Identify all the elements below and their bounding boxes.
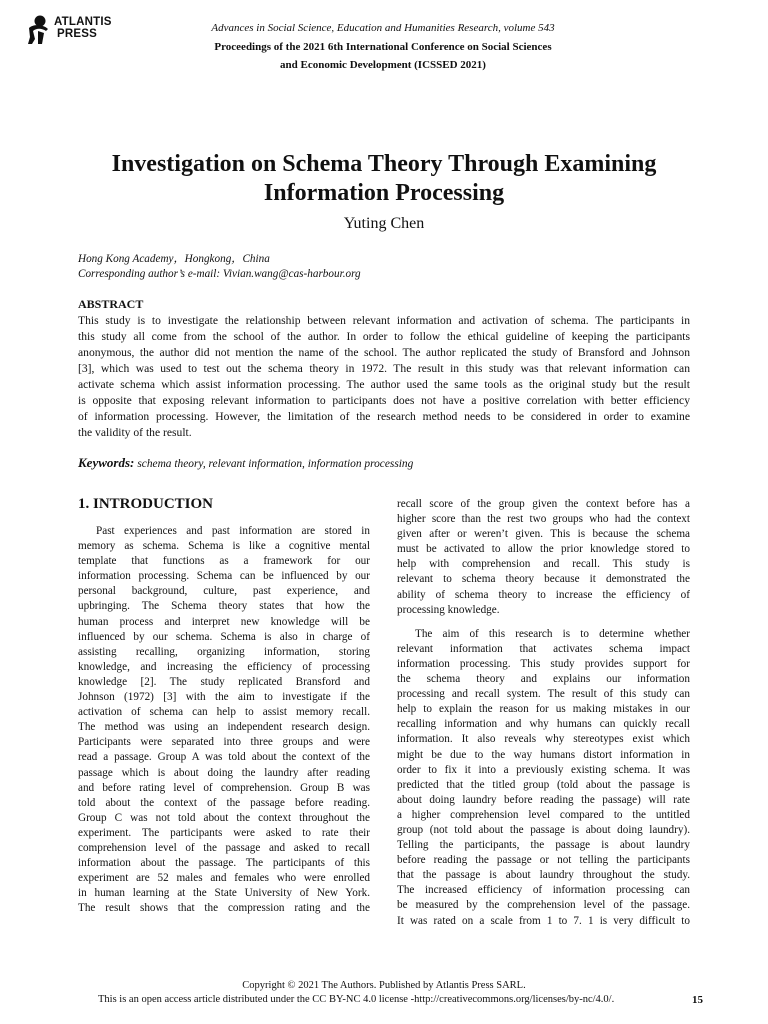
body-line: assisting recalling, organizing information, storing [78, 645, 370, 658]
body-line: recalling information and why humans can quickly recall [397, 718, 690, 731]
body-line: It was rated on a scale from 1 to 7. 1 is very difficult to [397, 914, 690, 927]
abstract-line: the validity of the result. [78, 426, 192, 439]
body-line: must be activated to allow the prior knowledge stored to [397, 543, 690, 556]
body-line: processing knowledge. [397, 603, 500, 616]
body-line: recall score of the group given the context before has a [397, 498, 690, 510]
body-line: Past experiences and past information are stored in [96, 525, 370, 537]
body-line: human process and interpret new knowledge will be [78, 615, 370, 628]
body-line: order to fix it into a previously existing schema. It was [397, 763, 690, 776]
body-line: before reading the passage or not telling the participants [397, 854, 690, 867]
body-line: information processing. This study provides support for [397, 657, 690, 670]
copyright-line: Copyright © 2021 The Authors. Published by Atlantis Press SARL. [242, 980, 526, 991]
author-name: Yuting Chen [343, 215, 425, 232]
abstract-line: [3], which was used to test out the schema theory in 1972. The result in this study was that relevant information can [78, 362, 690, 375]
paper-title [60, 150, 708, 208]
body-line: experiment. The participants were asked to rate their [78, 826, 370, 839]
abstract-line: this study all come from the school of the author. In order to follow the ethical guideline of keeping the participants [78, 330, 690, 343]
proceedings-header-line-2: and Economic Development (ICSSED 2021) [280, 59, 486, 71]
body-line: The result shows that the compression rating and the [78, 902, 370, 915]
body-line: and before rating level of comprehension. Group B was [78, 781, 370, 794]
body-line: information processing. Schema can be influenced by our [78, 570, 370, 583]
paragraph-gap [397, 618, 690, 627]
title-line: Investigation on Schema Theory Through Examining [111, 151, 657, 177]
body-line: knowledge [2]. The study replicated Bransford and [78, 675, 370, 688]
body-line: might be due to the way humans distort information in [397, 748, 690, 761]
right-column [397, 497, 690, 929]
body-line: activation of schema can help to assist memory recall. [78, 706, 370, 719]
body-line: information. It also reveals why stereotypes exist which [397, 733, 690, 746]
abstract-heading: ABSTRACT [78, 297, 144, 311]
body-line: in human learning at the State University of New York. [78, 887, 370, 900]
body-line: memory as schema. Schema is like a cognitive mental [78, 540, 370, 553]
journal-header: Advances in Social Science, Education and Humanities Research, volume 543 [211, 22, 555, 34]
body-line: passage which is about doing the laundry after reading [78, 766, 370, 779]
body-line: The aim of this research is to determine whether [415, 627, 690, 640]
body-line: The method was using an independent research design. [78, 721, 370, 734]
page-number: 15 [692, 994, 703, 1006]
body-line: group (not told about the passage is about doing laundry). [397, 823, 690, 836]
abstract-body [78, 313, 690, 441]
body-line: Participants were separated into three groups and were [78, 736, 370, 749]
title-line: Information Processing [263, 180, 505, 206]
body-line: processing and recall system. The result of this study can [397, 688, 690, 701]
body-line: relevant to schema theory because it demonstrated the [397, 573, 690, 586]
body-line: Group C was not told about the context throughout the [78, 811, 370, 824]
abstract-line: This study is to investigate the relationship between relevant information and activation of schema. The participants in [78, 314, 690, 327]
body-line: relevant information that activates schema impact [397, 642, 690, 655]
body-line: influenced by our schema. Schema is also in charge of [78, 630, 370, 643]
body-line: be measured by the comprehension level of the passage. [397, 899, 690, 912]
body-line: higher score than the rest two groups who had the context [397, 513, 690, 526]
corresponding-email: Corresponding author’s e-mail: Vivian.wang@cas-harbour.org [78, 268, 361, 280]
body-line: help to explain the reason for us making mistakes in our [397, 703, 690, 716]
body-line: The increased efficiency of information processing can [397, 884, 690, 897]
body-line: about doing laundry before reading the passage) will rate [397, 793, 690, 806]
body-line: ability of schema theory to increase the efficiency of [397, 588, 690, 601]
body-line: comprehension level of the passage and asked to recall [78, 841, 370, 854]
affiliation-block [78, 252, 361, 282]
body-line: knowledge, and increasing the efficiency of processing [78, 660, 370, 673]
keywords-label: Keywords: [78, 455, 135, 470]
body-line: help with comprehension and recall. This study is [397, 558, 690, 571]
logo-line-1: ATLANTIS [54, 16, 112, 28]
body-line: told about the context of the passage before reading. [78, 796, 370, 809]
keywords-text: schema theory, relevant information, information processing [137, 458, 414, 470]
abstract-line: of information processing. However, the limitation of the research method needs to be considered in order to examine [78, 410, 690, 423]
abstract-line: activate schema which assist information processing. The author used the same tools as the original study but the result [78, 378, 690, 391]
affiliation: Hong Kong Academy，Hongkong，China [78, 253, 270, 265]
body-line: the schema theory and explains our information [397, 673, 690, 686]
abstract-line: is opposite that exposing relevant information to participants does not have a positive correlation with better efficiency [78, 394, 690, 407]
keywords-line [78, 455, 413, 471]
body-line: a higher comprehension level compared to the untitled [397, 808, 690, 821]
body-line: Johnson (1972) [3] with the aim to investigate if the [78, 691, 370, 704]
body-line: personal background, culture, past experience, and [78, 585, 370, 598]
body-line: experiment are 52 males and females who were enrolled [78, 872, 370, 885]
body-line: given after or weren’t given. This is because the schema [397, 528, 690, 541]
section-heading: 1. INTRODUCTION [78, 496, 214, 512]
left-column [78, 524, 370, 916]
body-line: information about the passage. The participants of this [78, 857, 370, 870]
logo-wordmark [54, 16, 112, 40]
atlas-figure-icon [26, 15, 52, 45]
logo-line-2: PRESS [57, 28, 97, 40]
body-line: predicted that the titled group (told about the passage is [397, 778, 690, 791]
body-line: template that functions as a framework for our [78, 555, 370, 568]
body-line: Telling the participants, the passage is about laundry [397, 839, 690, 852]
atlantis-press-logo [26, 15, 126, 45]
proceedings-header-line-1: Proceedings of the 2021 6th International Conference on Social Sciences [214, 41, 552, 53]
body-line: read a passage. Group A was told about the context of the [78, 751, 370, 764]
body-line: upbringing. The Schema theory states that how the [78, 600, 370, 613]
license-line: This is an open access article distributed under the CC BY-NC 4.0 license -http://creativecommons.org/licenses/by-nc/4.0/. [98, 994, 615, 1005]
abstract-line: anonymous, the author did not mention the name of the school. The author replicated the study of Bransford and Johnson [78, 346, 690, 359]
body-line: that the passage is about laundry throughout the study. [397, 869, 690, 882]
